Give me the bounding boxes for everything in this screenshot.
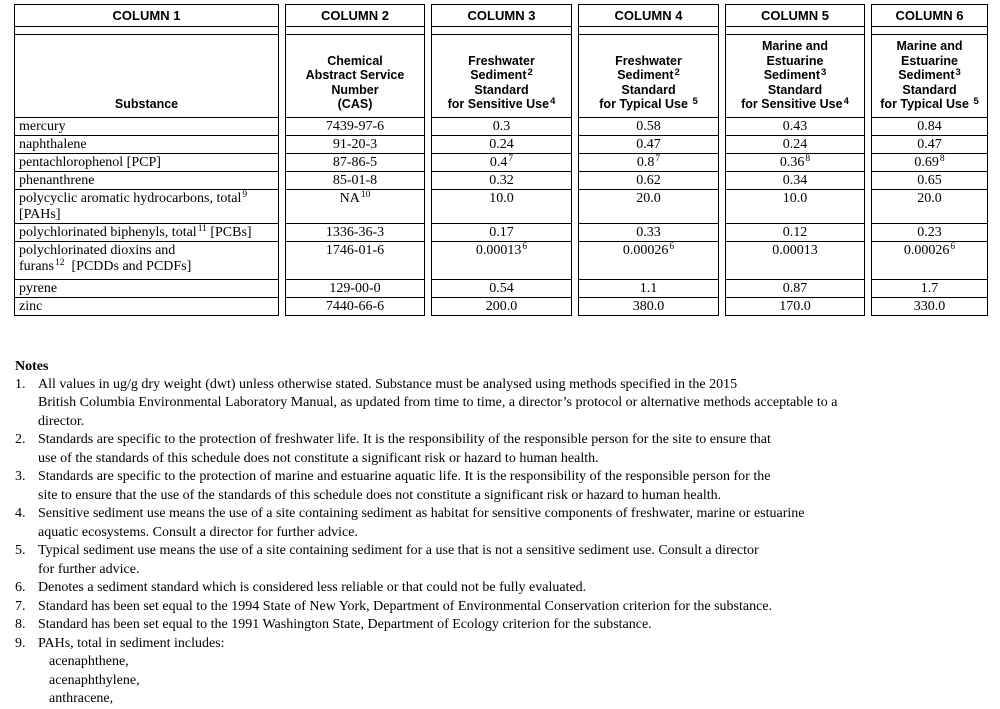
column-label-cell: COLUMN 2 — [285, 4, 425, 27]
column-label-cell: COLUMN 4 — [578, 4, 719, 27]
table-row — [14, 154, 988, 172]
value-cell: 0.36$^8$ — [725, 154, 865, 172]
header-spacer-row — [14, 27, 988, 35]
column-label-row — [14, 4, 988, 27]
column-label-cell: COLUMN 6 — [871, 4, 988, 27]
cas-cell: 1336-36-3 — [285, 224, 425, 242]
note-continuation-line: aquatic ecosystems. Consult a director for further advice. — [38, 524, 358, 540]
superscript: 3 — [820, 66, 827, 78]
header-spacer-cell — [285, 27, 425, 35]
superscript: 3 — [955, 66, 961, 78]
note-item — [15, 635, 1000, 709]
standards-table-body — [14, 4, 988, 316]
note-sub-item: acenaphthene, — [49, 654, 129, 669]
value-cell: 330.0 — [871, 298, 988, 316]
value-cell: 0.54 — [431, 280, 572, 298]
superscript: 7 — [508, 154, 514, 164]
note-continuation-line: site to ensure that the use of the standards of this schedule does not constitute a significant risk or hazard to human health. — [38, 487, 722, 503]
note-first-line: 3. Standards are specific to the protection of marine and estuarine aquatic life. It is the responsibility of the responsible person for the — [15, 468, 1000, 487]
table-row — [14, 224, 988, 242]
header-spacer-cell — [14, 27, 279, 35]
column-label-cell: COLUMN 5 — [725, 4, 865, 27]
standards-table — [8, 4, 994, 316]
cas-cell: 1746-01-6 — [285, 242, 425, 280]
header-spacer-cell — [871, 27, 988, 35]
value-cell: 0.47 — [578, 136, 719, 154]
value-cell: 0.34 — [725, 172, 865, 190]
cas-cell: 7439-97-6 — [285, 118, 425, 136]
header-line: Number — [331, 82, 379, 97]
header-line: Chemical — [327, 53, 383, 68]
cas-cell: 91-20-3 — [285, 136, 425, 154]
note-item — [15, 616, 1000, 635]
header-line: Sediment$^3$ — [898, 66, 961, 82]
table-row — [14, 172, 988, 190]
value-cell: 1.1 — [578, 280, 719, 298]
substance-cell: polychlorinated dioxins and furans$^{12}$ [PCDDs and PCDFs] — [14, 242, 279, 280]
superscript: 4 — [843, 95, 849, 107]
note-number: 2. — [15, 432, 26, 447]
cas-cell: NA$^{10}$ — [285, 190, 425, 224]
superscript: 6 — [522, 242, 528, 252]
header-line: for Typical Use $^5$ — [599, 95, 698, 111]
superscript: 5 — [692, 95, 698, 107]
note-first-line: 2. Standards are specific to the protection of freshwater life. It is the responsibility of the responsible person for the site to ensure that — [15, 431, 1000, 450]
header-line: Estuarine — [766, 53, 824, 68]
header-line: Standard — [767, 82, 823, 97]
superscript: 7 — [655, 154, 661, 164]
value-cell: 0.17 — [431, 224, 572, 242]
notes-heading: Notes — [15, 358, 49, 374]
cas-cell: 129-00-0 — [285, 280, 425, 298]
table-header-cell — [14, 35, 279, 118]
value-cell: 170.0 — [725, 298, 865, 316]
superscript: 5 — [973, 95, 979, 107]
note-number: 3. — [15, 469, 26, 484]
header-line: Freshwater — [468, 53, 535, 68]
note-continuation-line: for further advice. — [38, 561, 140, 577]
header-line: Substance — [114, 97, 179, 111]
superscript: 6 — [950, 242, 956, 252]
cas-cell: 85-01-8 — [285, 172, 425, 190]
value-cell: 0.00013 — [725, 242, 865, 280]
value-cell: 0.00026$^6$ — [871, 242, 988, 280]
superscript: 2 — [674, 66, 680, 78]
value-cell: 0.58 — [578, 118, 719, 136]
substance-cell: mercury — [14, 118, 279, 136]
header-spacer-cell — [431, 27, 572, 35]
value-cell: $0.4^7$ — [431, 154, 572, 172]
superscript: 12 — [55, 258, 65, 268]
header-line: Standard — [474, 82, 529, 97]
value-cell: 200.0 — [431, 298, 572, 316]
note-item — [15, 468, 1000, 505]
superscript: 4 — [550, 95, 556, 107]
note-item — [15, 542, 1000, 579]
note-number: 4. — [15, 506, 26, 521]
table-row — [14, 136, 988, 154]
header-line: Sediment$^3$ — [763, 66, 827, 82]
substance-cell: polychlorinated biphenyls, total$^{11}$ [PCBs] — [14, 224, 279, 242]
header-line: Sediment$^2$ — [617, 66, 680, 82]
note-number: 7. — [15, 598, 26, 614]
header-line: Abstract Service — [305, 68, 405, 82]
value-cell: 20.0 — [578, 190, 719, 224]
table-header-cell — [578, 35, 719, 118]
header-row — [14, 35, 988, 118]
value-cell: 1.7 — [871, 280, 988, 298]
substance-cell: polycyclic aromatic hydrocarbons, total$^9$ [PAHs] — [14, 190, 279, 224]
value-cell: 0.47 — [871, 136, 988, 154]
value-cell: 0.3 — [431, 118, 572, 136]
value-cell: 0.00013$^6$ — [431, 242, 572, 280]
note-item — [15, 431, 1000, 468]
table-header-cell — [285, 35, 425, 118]
table-row — [14, 118, 988, 136]
note-sub-item: acenaphthylene, — [49, 672, 140, 688]
header-line: for Sensitive Use$^4$ — [447, 95, 556, 111]
superscript: 6 — [669, 242, 675, 252]
table-header-cell — [871, 35, 988, 118]
note-item — [15, 376, 1000, 432]
notes-list — [15, 376, 1000, 709]
superscript: 9 — [242, 190, 248, 200]
note-first-line: 8. Standard has been set equal to the 1991 Washington State, Department of Ecology criterion for the substance. — [15, 616, 1000, 635]
value-cell: 0.87 — [725, 280, 865, 298]
notes-section — [8, 358, 1000, 709]
note-continuation-line: director. — [38, 413, 85, 429]
value-cell: 380.0 — [578, 298, 719, 316]
superscript: 8 — [805, 154, 811, 164]
value-cell: 0.33 — [578, 224, 719, 242]
substance-cell: pyrene — [14, 280, 279, 298]
note-first-line: 7. Standard has been set equal to the 1994 State of New York, Department of Environmental Conservation criterion for the substance. — [15, 598, 1000, 617]
header-line: Standard — [902, 82, 957, 97]
value-cell: 0.62 — [578, 172, 719, 190]
value-cell: 0.65 — [871, 172, 988, 190]
table-header-cell — [431, 35, 572, 118]
note-number: 6. — [15, 580, 26, 595]
header-line: for Sensitive Use$^4$ — [741, 95, 849, 111]
value-cell: 0.00026$^6$ — [578, 242, 719, 280]
table-header-cell — [725, 35, 865, 118]
note-number: 8. — [15, 617, 26, 632]
header-line: Estuarine — [901, 53, 958, 68]
table-row — [14, 190, 988, 224]
header-line: Marine and — [896, 39, 963, 53]
header-line: Freshwater — [615, 53, 682, 68]
value-cell: 0.24 — [725, 136, 865, 154]
note-first-line: 6. Denotes a sediment standard which is considered less reliable or that could not be fully evaluated. — [15, 579, 1000, 598]
substance-cell: zinc — [14, 298, 279, 316]
value-cell: 0.69$^8$ — [871, 154, 988, 172]
note-first-line: 5. Typical sediment use means the use of a site containing sediment for a use that is not a sensitive sediment use. Consult a director — [15, 542, 1000, 561]
header-spacer-cell — [578, 27, 719, 35]
value-cell: 10.0 — [431, 190, 572, 224]
cas-cell: 87-86-5 — [285, 154, 425, 172]
value-cell: 0.43 — [725, 118, 865, 136]
note-number: 9. — [15, 635, 26, 651]
superscript: 11 — [197, 224, 207, 234]
substance-cell: pentachlorophenol [PCP] — [14, 154, 279, 172]
header-line: Sediment$^2$ — [470, 66, 533, 82]
note-first-line: 1. All values in ug/g dry weight (dwt) unless otherwise stated. Substance must be analysed using methods specified in the 2015 — [15, 376, 1000, 395]
note-item — [15, 579, 1000, 598]
table-row — [14, 280, 988, 298]
note-first-line: 4. Sensitive sediment use means the use of a site containing sediment as habitat for sensitive components of freshwater, marine or estuarine — [15, 505, 1000, 524]
note-continuation-line: use of the standards of this schedule does not constitute a significant risk or hazard to human health. — [38, 450, 599, 466]
table-row — [14, 298, 988, 316]
value-cell: 10.0 — [725, 190, 865, 224]
note-number: 5. — [15, 543, 26, 558]
note-number: 1. — [15, 376, 26, 392]
header-line: Standard — [621, 82, 676, 97]
substance-cell: phenanthrene — [14, 172, 279, 190]
column-label-cell: COLUMN 3 — [431, 4, 572, 27]
note-item — [15, 598, 1000, 617]
note-first-line: 9. PAHs, total in sediment includes: — [15, 635, 1000, 654]
cas-cell: 7440-66-6 — [285, 298, 425, 316]
value-cell: 0.32 — [431, 172, 572, 190]
note-continuation-line: British Columbia Environmental Laboratory Manual, as updated from time to time, a director’s protocol or alternative methods acceptable to a — [38, 395, 838, 410]
table-row — [14, 242, 988, 280]
superscript: 10 — [360, 190, 371, 200]
value-cell: 0.12 — [725, 224, 865, 242]
superscript: 8 — [939, 154, 945, 164]
header-line: (CAS) — [337, 97, 373, 111]
value-cell: 0.24 — [431, 136, 572, 154]
value-cell: 0.23 — [871, 224, 988, 242]
note-item — [15, 505, 1000, 542]
value-cell: 20.0 — [871, 190, 988, 224]
superscript: 2 — [527, 66, 533, 78]
header-line: for Typical Use $^5$ — [880, 95, 979, 111]
value-cell: 0.84 — [871, 118, 988, 136]
value-cell: $0.8^7$ — [578, 154, 719, 172]
note-sub-item: anthracene, — [49, 691, 114, 706]
header-line: Marine and — [762, 39, 828, 53]
header-spacer-cell — [725, 27, 865, 35]
substance-cell: naphthalene — [14, 136, 279, 154]
column-label-cell: COLUMN 1 — [14, 4, 279, 27]
